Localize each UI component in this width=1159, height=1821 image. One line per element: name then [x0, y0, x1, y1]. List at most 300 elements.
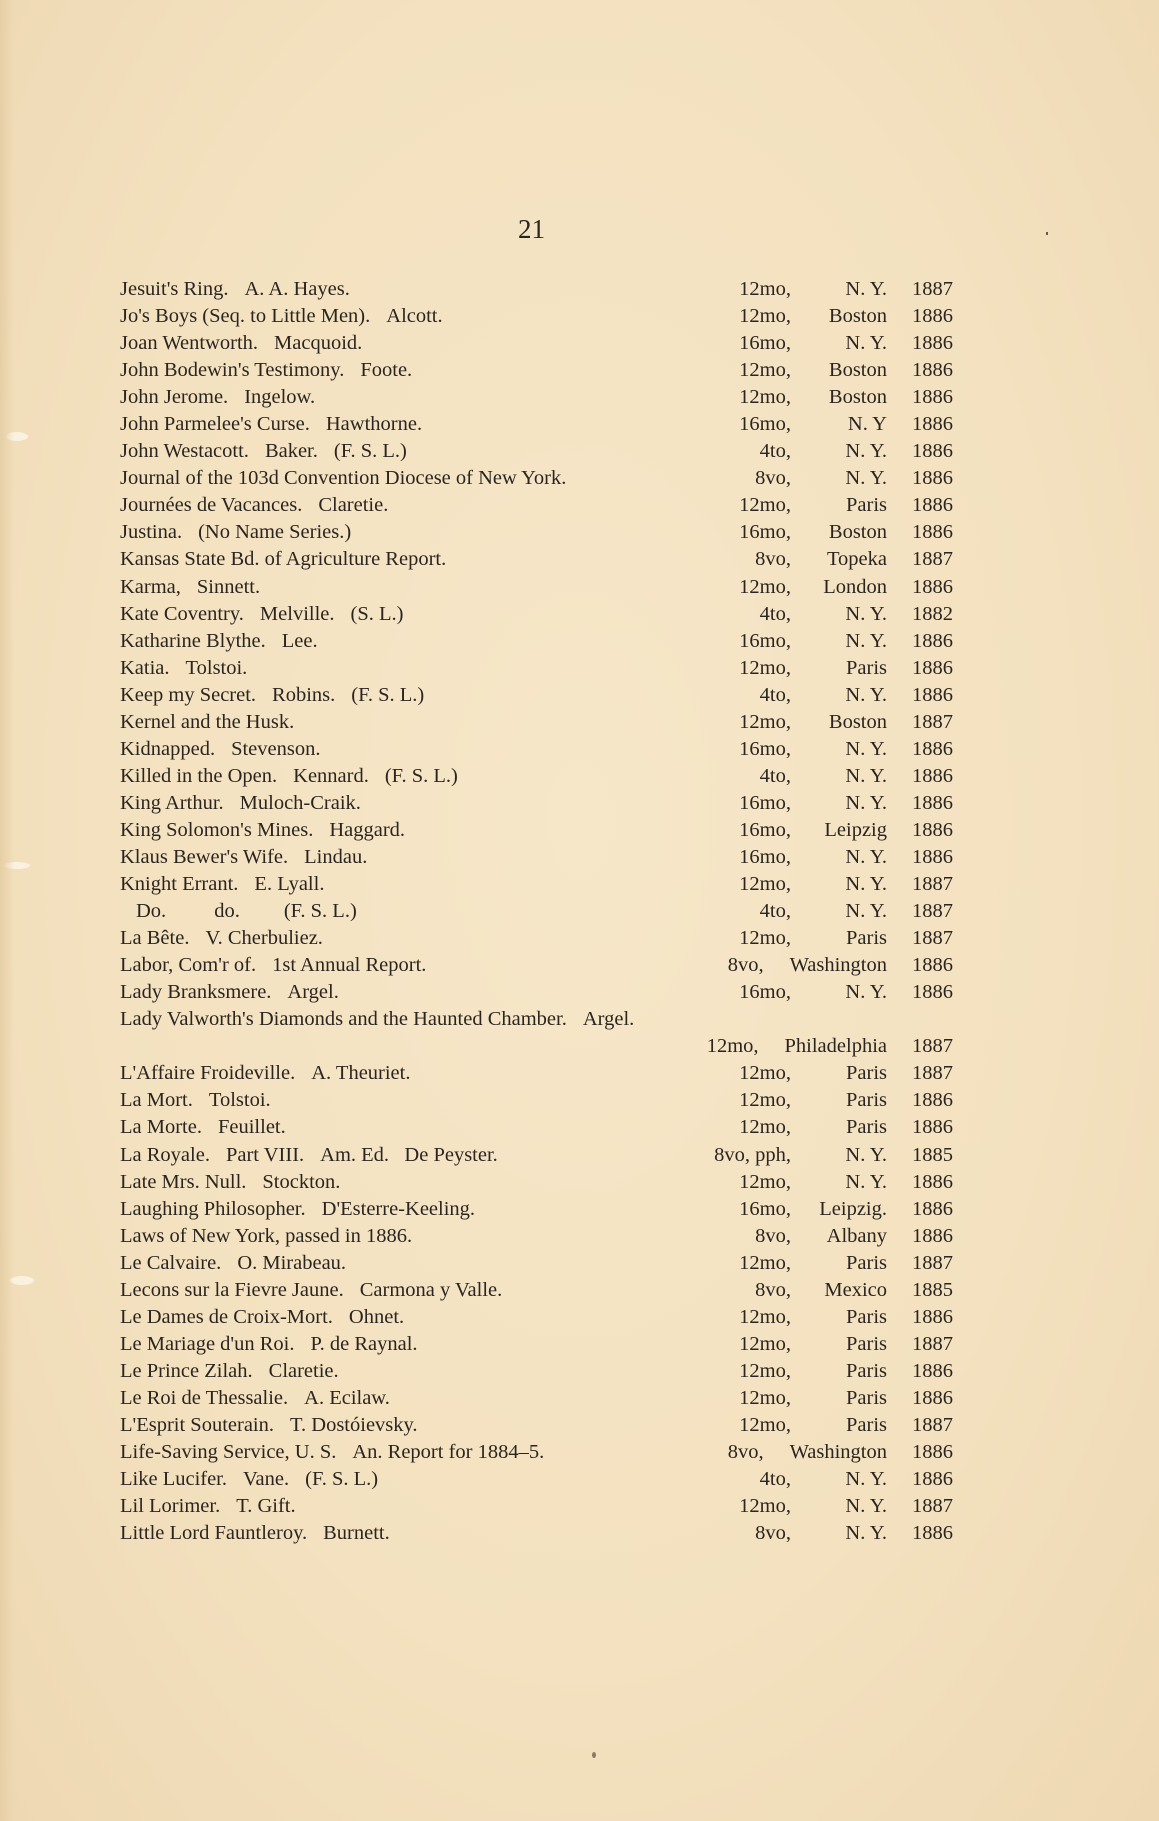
entry-text: [120, 817, 405, 844]
entry-author: Tolstoi.: [208, 1089, 271, 1112]
entry-format: 4to,: [759, 602, 791, 625]
entry-place: Paris: [846, 1251, 887, 1274]
catalog-entry: [0, 817, 1159, 844]
entry-format: 12mo,: [739, 656, 791, 679]
catalog-entry: [0, 682, 1159, 709]
entry-title: Joan Wentworth.: [120, 332, 259, 355]
entry-format: 12mo,: [739, 1062, 791, 1085]
entry-year: 1887: [912, 873, 953, 896]
entry-text: [120, 1114, 286, 1141]
entry-text: [120, 1223, 412, 1250]
catalog-entry: [0, 465, 1159, 492]
entry-year: 1887: [912, 1062, 953, 1085]
entry-title: Karma,: [120, 575, 181, 598]
entry-format: 8vo,: [755, 467, 791, 490]
entry-title: King Arthur.: [120, 791, 224, 814]
entry-place: N. Y.: [845, 1522, 887, 1545]
entry-format: 12mo,: [739, 873, 791, 896]
entry-format: 4to,: [759, 1468, 791, 1491]
entry-year: 1887: [912, 927, 953, 950]
entry-year: 1886: [912, 1170, 953, 1193]
entry-place: Paris: [846, 1116, 887, 1139]
entry-year: 1886: [912, 1441, 953, 1464]
entry-text: [120, 1169, 340, 1196]
entry-author: Ingelow.: [244, 386, 316, 409]
entry-year: 1887: [912, 1332, 953, 1355]
entry-place: N. Y.: [845, 981, 887, 1004]
entry-title: Jesuit's Ring.: [120, 278, 229, 300]
catalog-entry: [0, 628, 1159, 655]
entry-text: [120, 709, 294, 736]
entry-text: [120, 384, 315, 411]
entry-note: Am. Ed. De Peyster.: [320, 1143, 498, 1166]
entry-text: [120, 492, 388, 519]
entry-note: (F. S. L.): [333, 440, 407, 463]
catalog-entry: [0, 1060, 1159, 1087]
catalog-entry: [0, 357, 1159, 384]
entry-year: 1886: [912, 1468, 953, 1491]
entry-title: Little Lord Fauntleroy.: [120, 1522, 308, 1545]
entry-format: 12mo,: [739, 359, 791, 382]
catalog-entry: [0, 925, 1159, 952]
entry-title: Katharine Blythe.: [120, 629, 266, 652]
entry-text: [120, 1277, 502, 1304]
entry-note: (F. S. L.): [384, 764, 458, 787]
catalog-entry: [0, 871, 1159, 898]
entry-author: Baker.: [264, 440, 318, 463]
entry-place: N. Y.: [845, 278, 887, 300]
entry-place: N. Y.: [845, 440, 887, 463]
entry-text: [120, 925, 323, 952]
entry-text: [120, 763, 458, 790]
entry-place: Boston: [828, 359, 887, 382]
entry-year: 1886: [912, 1197, 953, 1220]
entry-title: Keep my Secret.: [120, 683, 257, 706]
entry-text: [120, 844, 367, 871]
entry-title: La Mort.: [120, 1089, 193, 1112]
entry-text: [120, 438, 407, 465]
entry-text: [120, 1196, 475, 1223]
entry-place: N. Y.: [845, 332, 887, 355]
entry-title: Labor, Com'r of.: [120, 954, 257, 977]
entry-title: Lecons sur la Fievre Jaune.: [120, 1278, 344, 1301]
entry-format: 16mo,: [739, 1197, 791, 1220]
entry-author: Foote.: [360, 359, 413, 382]
entry-place: N. Y: [847, 413, 887, 436]
entry-place: N. Y.: [845, 791, 887, 814]
entry-format: 12mo,: [739, 1116, 791, 1139]
catalog-entry: [0, 1006, 1159, 1033]
entry-format: 12mo,: [739, 1170, 791, 1193]
entry-format: 12mo,: [739, 278, 791, 300]
entry-text: [120, 574, 260, 601]
entry-year: 1886: [912, 1522, 953, 1545]
catalog-entry: [0, 790, 1159, 817]
entry-format: 12mo,: [739, 386, 791, 409]
entry-author: Part VIII.: [225, 1143, 305, 1166]
entry-author: Melville.: [259, 602, 335, 625]
print-mark: [1046, 232, 1048, 235]
entry-year: 1886: [912, 629, 953, 652]
entry-title: Klaus Bewer's Wife.: [120, 845, 289, 868]
catalog-entry: [0, 276, 1159, 303]
entry-place: N. Y.: [845, 845, 887, 868]
entry-author: Lindau.: [304, 845, 368, 868]
entry-place: Leipzig: [824, 818, 887, 841]
entry-text: [120, 1250, 346, 1277]
entry-text: [120, 1520, 390, 1547]
catalog-entry: [0, 655, 1159, 682]
entry-place: Albany: [826, 1224, 887, 1247]
entry-format: 8vo,: [755, 1522, 791, 1545]
entry-title: Le Mariage d'un Roi.: [120, 1332, 295, 1355]
entry-place: Paris: [846, 927, 887, 950]
entry-year: 1887: [912, 1035, 953, 1058]
entry-format: 8vo,: [727, 954, 764, 977]
entry-title: Do.: [136, 900, 167, 923]
catalog-entry: [0, 1169, 1159, 1196]
entry-format: 12mo,: [739, 1251, 791, 1274]
entry-author: Sinnett.: [196, 575, 261, 598]
entry-year: 1887: [912, 1251, 953, 1274]
entry-year: 1886: [912, 494, 953, 517]
entry-year: 1886: [912, 1386, 953, 1409]
entry-year: 1886: [912, 413, 953, 436]
entry-format: 16mo,: [739, 413, 791, 436]
entry-format: 12mo,: [739, 1305, 791, 1328]
entry-place: N. Y.: [845, 1495, 887, 1518]
entry-author: Muloch-Craik.: [239, 791, 361, 814]
entry-title: Knight Errant.: [120, 873, 239, 896]
entry-year: 1886: [912, 737, 953, 760]
entry-author: T. Dostóievsky.: [290, 1413, 418, 1436]
entry-text: [136, 898, 357, 925]
entry-text: [120, 682, 424, 709]
entry-format: 16mo,: [739, 981, 791, 1004]
entry-place: N. Y.: [845, 1468, 887, 1491]
entry-text: [120, 871, 324, 898]
entry-text: [120, 276, 350, 303]
entry-year: 1886: [912, 656, 953, 679]
entry-place: N. Y.: [845, 900, 887, 923]
entry-text: [120, 546, 446, 573]
entry-format: 12mo,: [739, 1089, 791, 1112]
catalog-entry: [0, 601, 1159, 628]
entry-title: Jo's Boys (Seq. to Little Men).: [120, 305, 371, 328]
entry-place: N. Y.: [845, 602, 887, 625]
entry-format: 8vo,: [755, 548, 791, 571]
entry-year: 1886: [912, 1359, 953, 1382]
entry-author: Haggard.: [329, 818, 406, 841]
entry-format: 12mo,: [739, 1413, 791, 1436]
entry-note: (F. S. L.): [305, 1468, 379, 1491]
entry-place: Topeka: [826, 548, 887, 571]
catalog-entry: [0, 303, 1159, 330]
entry-author: Argel.: [287, 981, 339, 1004]
entry-format: 12mo,: [739, 494, 791, 517]
catalog-entry: [0, 1304, 1159, 1331]
entry-place: Paris: [846, 1305, 887, 1328]
entry-year: 1887: [912, 548, 953, 571]
entry-title: Le Calvaire.: [120, 1251, 222, 1274]
entry-note: (S. L.): [350, 602, 404, 625]
entry-place: Paris: [846, 1359, 887, 1382]
entry-text: [120, 1385, 390, 1412]
catalog-entry: [0, 1114, 1159, 1141]
entry-format: 16mo,: [739, 629, 791, 652]
entry-year: 1886: [912, 1116, 953, 1139]
catalog-entry: [0, 979, 1159, 1006]
entry-place: N. Y.: [845, 467, 887, 490]
entry-place: Paris: [846, 1386, 887, 1409]
catalog-entry: [0, 1277, 1159, 1304]
entry-format: 12mo,: [739, 927, 791, 950]
entry-text: [120, 330, 362, 357]
catalog-entry: [0, 438, 1159, 465]
catalog-entry: [0, 898, 1159, 925]
entry-place: Paris: [846, 1332, 887, 1355]
entry-format: 4to,: [759, 900, 791, 923]
entry-format: 16mo,: [739, 791, 791, 814]
entry-text: [120, 952, 426, 979]
entry-place: Philadelphia: [784, 1035, 887, 1058]
entry-title: Kidnapped.: [120, 737, 216, 760]
entry-title: Laughing Philosopher.: [120, 1197, 306, 1220]
entry-text: [120, 357, 412, 384]
entry-year: 1886: [912, 386, 953, 409]
entry-format: 12mo,: [706, 1035, 759, 1058]
entry-place: N. Y.: [845, 873, 887, 896]
entry-format: 12mo,: [739, 575, 791, 598]
entry-place: London: [823, 575, 887, 598]
catalog-entry: [0, 1250, 1159, 1277]
entry-year: 1887: [912, 1495, 953, 1518]
entry-place: Paris: [846, 1062, 887, 1085]
entry-title: Kate Coventry.: [120, 602, 244, 625]
entry-title: John Jerome.: [120, 386, 229, 409]
catalog-entry: [0, 1196, 1159, 1223]
entry-author: A. Theuriet.: [311, 1062, 411, 1085]
entry-text: [120, 1087, 271, 1114]
entry-place: Paris: [846, 1089, 887, 1112]
entry-year: 1882: [912, 602, 953, 625]
entry-text: [120, 1331, 418, 1358]
entry-author: Carmona y Valle.: [359, 1278, 503, 1301]
entry-author: An. Report for 1884–5.: [352, 1441, 545, 1464]
entry-title: Lil Lorimer.: [120, 1495, 221, 1518]
entry-year: 1886: [912, 683, 953, 706]
entry-author: P. de Raynal.: [310, 1332, 418, 1355]
entry-year: 1886: [912, 1224, 953, 1247]
entry-year: 1886: [912, 818, 953, 841]
entry-title: John Parmelee's Curse.: [120, 413, 310, 436]
entry-title: La Royale.: [120, 1143, 210, 1166]
entry-text: [120, 465, 566, 492]
catalog-entry: [0, 709, 1159, 736]
catalog-entry: [0, 952, 1159, 979]
entry-author: Kennard.: [293, 764, 369, 787]
entry-title: La Morte.: [120, 1116, 202, 1139]
entry-title: Like Lucifer.: [120, 1468, 228, 1491]
entry-title: Late Mrs. Null.: [120, 1170, 247, 1193]
entry-place: N. Y.: [845, 1143, 887, 1166]
entry-title: Le Prince Zilah.: [120, 1359, 253, 1382]
entry-format: 12mo,: [739, 1495, 791, 1518]
entry-author: Robins.: [272, 683, 336, 706]
entry-title: Kansas State Bd. of Agriculture Report.: [120, 548, 447, 571]
entry-year: 1887: [912, 710, 953, 733]
catalog-entry: [0, 736, 1159, 763]
catalog-entry: [0, 1331, 1159, 1358]
entry-text: [120, 979, 339, 1006]
entry-author: Vane.: [243, 1468, 290, 1491]
entry-format: 12mo,: [739, 1359, 791, 1382]
entry-format: 16mo,: [739, 521, 791, 544]
entry-title: L'Affaire Froideville.: [120, 1062, 296, 1085]
entry-place: Paris: [846, 494, 887, 517]
entry-author: A. A. Hayes.: [244, 278, 350, 300]
catalog-entry: [0, 384, 1159, 411]
entry-text: [120, 303, 443, 330]
entry-author: Argel.: [582, 1008, 635, 1031]
entry-note: (F. S. L.): [283, 900, 357, 923]
entry-place: Washington: [789, 1441, 887, 1464]
entry-format: 8vo,: [755, 1278, 791, 1301]
catalog-entry: [0, 1142, 1159, 1169]
entry-author: T. Gift.: [236, 1495, 296, 1518]
entry-title: Le Roi de Thessalie.: [120, 1386, 289, 1409]
entry-author: A. Ecilaw.: [304, 1386, 390, 1409]
entry-format: 16mo,: [739, 332, 791, 355]
entry-year: 1886: [912, 575, 953, 598]
entry-text: [120, 1439, 544, 1466]
entry-format: 8vo,: [755, 1224, 791, 1247]
entry-text: [120, 411, 422, 438]
entry-year: 1886: [912, 521, 953, 544]
entry-title: King Solomon's Mines.: [120, 818, 314, 841]
catalog-entry: [0, 1385, 1159, 1412]
entry-year: 1885: [912, 1143, 953, 1166]
entry-format: 12mo,: [739, 305, 791, 328]
catalog-entry: [0, 1033, 1159, 1060]
entry-place: N. Y.: [845, 737, 887, 760]
entry-author: (No Name Series.): [198, 521, 352, 544]
entry-author: Alcott.: [386, 305, 443, 328]
catalog-entry: [0, 1087, 1159, 1114]
entry-author: Macquoid.: [274, 332, 363, 355]
catalog-entry: [0, 411, 1159, 438]
entry-author: E. Lyall.: [254, 873, 325, 896]
entry-year: 1886: [912, 467, 953, 490]
entry-author: Lee.: [281, 629, 318, 652]
catalog-entry: [0, 1466, 1159, 1493]
entry-text: [120, 1358, 339, 1385]
catalog-entry: [0, 1358, 1159, 1385]
entry-year: 1886: [912, 359, 953, 382]
entry-format: 16mo,: [739, 737, 791, 760]
entry-author: 1st Annual Report.: [272, 954, 427, 977]
entry-title: John Westacott.: [120, 440, 249, 463]
page-number: 21: [518, 214, 545, 244]
entry-title: Journal of the 103d Convention Diocese of New York.: [120, 467, 567, 490]
entry-title: Life-Saving Service, U. S.: [120, 1441, 337, 1464]
entry-format: 16mo,: [739, 818, 791, 841]
entry-title: Laws of New York, passed in 1886.: [120, 1224, 413, 1247]
entry-format: 4to,: [759, 683, 791, 706]
entry-text: [120, 1142, 498, 1169]
entry-author: V. Cherbuliez.: [205, 927, 323, 950]
entry-year: 1887: [912, 278, 953, 300]
entry-text: [120, 1304, 404, 1331]
catalog-entry: [0, 574, 1159, 601]
catalog-entry: [0, 1520, 1159, 1547]
entry-text: [120, 1006, 634, 1033]
entry-author: O. Mirabeau.: [237, 1251, 347, 1274]
entry-text: [120, 628, 318, 655]
entry-title: La Bête.: [120, 927, 190, 950]
entry-author: Feuillet.: [217, 1116, 286, 1139]
entry-place: Paris: [846, 1413, 887, 1436]
catalog-entry: [0, 1412, 1159, 1439]
entry-year: 1886: [912, 764, 953, 787]
entry-author: Burnett.: [323, 1522, 390, 1545]
entry-place: Leipzig.: [819, 1197, 887, 1220]
entry-place: N. Y.: [845, 683, 887, 706]
entry-text: [120, 519, 351, 546]
entry-format: 8vo,: [727, 1441, 764, 1464]
ink-speck: [592, 1752, 596, 1758]
entry-author: do.: [214, 900, 240, 923]
entry-title: Journées de Vacances.: [120, 494, 303, 517]
entry-title: Justina.: [120, 521, 183, 544]
entry-text: [120, 1412, 418, 1439]
entry-title: Lady Valworth's Diamonds and the Haunted Chamber.: [120, 1008, 567, 1031]
entry-year: 1886: [912, 1305, 953, 1328]
entry-title: Katia.: [120, 656, 170, 679]
catalog-entry: [0, 1223, 1159, 1250]
entry-title: Kernel and the Husk.: [120, 710, 295, 733]
entry-title: Killed in the Open.: [120, 764, 278, 787]
catalog-entry: [0, 844, 1159, 871]
catalog-entry: [0, 546, 1159, 573]
entry-note: (F. S. L.): [351, 683, 425, 706]
entry-place: Mexico: [824, 1278, 887, 1301]
entry-place: Paris: [846, 656, 887, 679]
catalog-entry: [0, 1439, 1159, 1466]
entry-title: Le Dames de Croix-Mort.: [120, 1305, 333, 1328]
entry-author: Tolstoi.: [185, 656, 248, 679]
entry-text: [120, 1060, 410, 1087]
entry-year: 1886: [912, 954, 953, 977]
entry-place: Boston: [828, 710, 887, 733]
entry-year: 1886: [912, 1089, 953, 1112]
catalog-entry: [0, 763, 1159, 790]
entry-year: 1885: [912, 1278, 953, 1301]
catalog-list: [0, 276, 1159, 1547]
entry-text: [120, 1466, 378, 1493]
entry-format: 16mo,: [739, 845, 791, 868]
entry-format: 4to,: [759, 440, 791, 463]
entry-author: Stockton.: [262, 1170, 341, 1193]
entry-year: 1886: [912, 305, 953, 328]
entry-author: Claretie.: [318, 494, 389, 517]
entry-place: Boston: [828, 305, 887, 328]
entry-author: Stevenson.: [231, 737, 321, 760]
entry-format: 12mo,: [739, 1386, 791, 1409]
entry-format: 12mo,: [739, 1332, 791, 1355]
entry-place: N. Y.: [845, 1170, 887, 1193]
entry-year: 1886: [912, 440, 953, 463]
